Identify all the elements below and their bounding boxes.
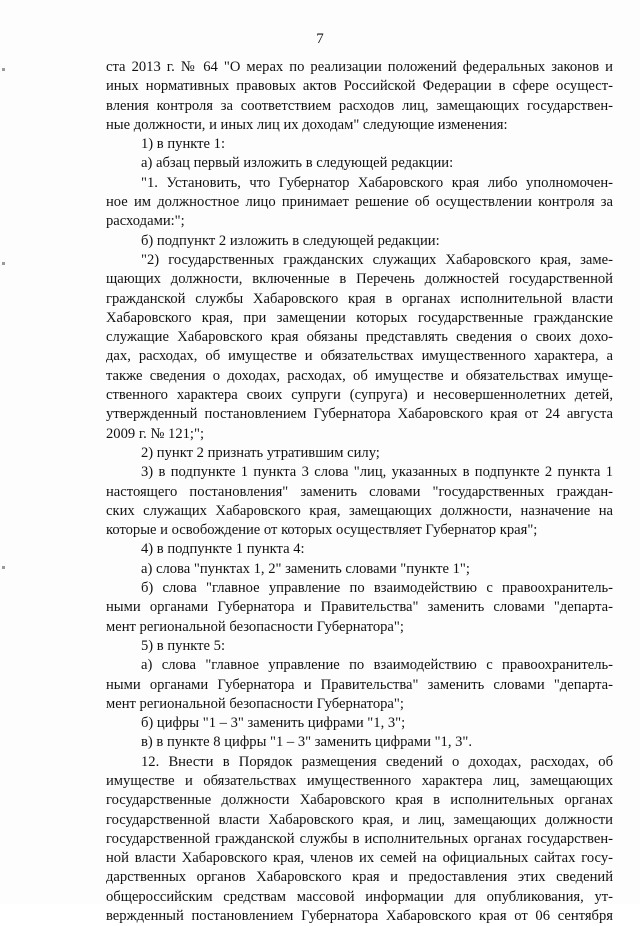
- text-line: мент региональной безопасности Губернатора";: [106, 618, 404, 635]
- text-line: "2) государственных гражданских служащих Хабаровского края, заме-: [141, 251, 613, 268]
- text-line: вления контроля за соответствием расходов лиц, замещающих государствен-: [106, 97, 613, 114]
- text-line: ста 2013 г. № 64 "О мерах по реализации положений федеральных законов и: [106, 59, 613, 75]
- text-line: ными органами Губернатора и Правительства" заменить словами "департа-: [106, 676, 613, 693]
- text-line: ских служащих Хабаровского края, замещающих должности, назначение на: [106, 502, 613, 519]
- text-line: б) слова "главное управление по взаимодействию с правоохранитель-: [141, 580, 613, 597]
- text-line: а) слова "главное управление по взаимодействию с правоохранитель-: [141, 657, 613, 674]
- text-line: вержденный постановлением Губернатора Хабаровского края от 06 сентября: [106, 908, 613, 925]
- text-line: настоящего постановления" заменить словами "государственных граждан-: [106, 483, 613, 500]
- text-line: ные должности, и иных лиц их доходам" следующие изменения:: [106, 116, 508, 133]
- text-line: 3) в подпункте 1 пункта 3 слова "лиц, указанных в подпункте 2 пункта 1: [141, 464, 613, 481]
- text-line: ной власти Хабаровского края, членов их семей на официальных сайтах госу-: [106, 850, 613, 867]
- text-line: которые и освобождение от которых осуществляет Губернатор края";: [106, 522, 538, 539]
- text-line: также сведения о доходах, расходах, об имуществе и обязательствах имуще-: [106, 367, 613, 384]
- text-line: а) абзац первый изложить в следующей редакции:: [141, 155, 454, 172]
- text-line: расходами:";: [106, 213, 185, 230]
- text-line: ственного характера своих супруги (супруга) и несовершеннолетних детей,: [106, 387, 613, 404]
- text-line: б) подпункт 2 изложить в следующей редакции:: [141, 232, 440, 249]
- text-line: а) слова "пунктах 1, 2" заменить словами "пункте 1";: [141, 560, 470, 577]
- text-line: б) цифры "1 – 3" заменить цифрами "1, 3";: [141, 715, 406, 732]
- text-line: 5) в пункте 5:: [141, 637, 226, 654]
- text-line: государственной гражданской службы в исполнительных органах государствен-: [106, 830, 613, 847]
- text-line: 1) в пункте 1:: [141, 136, 226, 153]
- text-line: 2) пункт 2 признать утратившим силу;: [141, 444, 380, 461]
- text-line: щающих должности, включенные в Перечень должностей государственной: [106, 271, 613, 288]
- text-line: утвержденный постановлением Губернатора Хабаровского края от 24 августа: [106, 406, 613, 423]
- text-line: в) в пункте 8 цифры "1 – 3" заменить цифрами "1, 3".: [141, 734, 473, 751]
- text-line: Хабаровского края, при замещении которых государственные гражданские: [106, 309, 613, 326]
- text-line: 12. Внести в Порядок размещения сведений о доходах, расходах, об: [141, 753, 613, 770]
- text-line: ное им должностное лицо принимает решение об осуществлении контроля за: [106, 194, 613, 211]
- text-line: государственной власти Хабаровского края, и лиц, замещающих должности: [106, 811, 613, 828]
- text-line: служащие Хабаровского края обязаны представлять сведения о своих дохо-: [106, 329, 613, 346]
- document-body: [106, 58, 613, 926]
- text-line: 4) в подпункте 1 пункта 4:: [141, 541, 305, 558]
- text-line: мент региональной безопасности Губернатора";: [106, 695, 404, 712]
- text-line: имуществе и обязательствах имущественного характера лиц, замещающих: [106, 772, 613, 789]
- text-line: дах, расходах, об имуществе и обязательствах имущественного характера, а: [106, 348, 613, 365]
- scan-margin-mark: [2, 566, 5, 569]
- text-line: "1. Установить, что Губернатор Хабаровского края либо уполномочен-: [141, 174, 613, 191]
- text-line: гражданской службы Хабаровского края в органах исполнительной власти: [106, 290, 613, 307]
- text-line: 2009 г. № 121;";: [106, 425, 205, 442]
- text-line: иных нормативных правовых актов Российской Федерации в сфере осущест-: [106, 78, 613, 95]
- text-line: ными органами Губернатора и Правительства" заменить словами "департа-: [106, 599, 613, 616]
- scan-margin-mark: [2, 262, 5, 265]
- text-line: дарственных органов Хабаровского края и предоставления этих сведений: [106, 869, 613, 886]
- page-number: 7: [316, 31, 324, 47]
- scan-margin-mark: [2, 68, 5, 71]
- text-line: государственные должности Хабаровского края в исполнительных органах: [106, 792, 613, 809]
- text-line: общероссийским средствам массовой информации для опубликования, ут-: [106, 888, 613, 905]
